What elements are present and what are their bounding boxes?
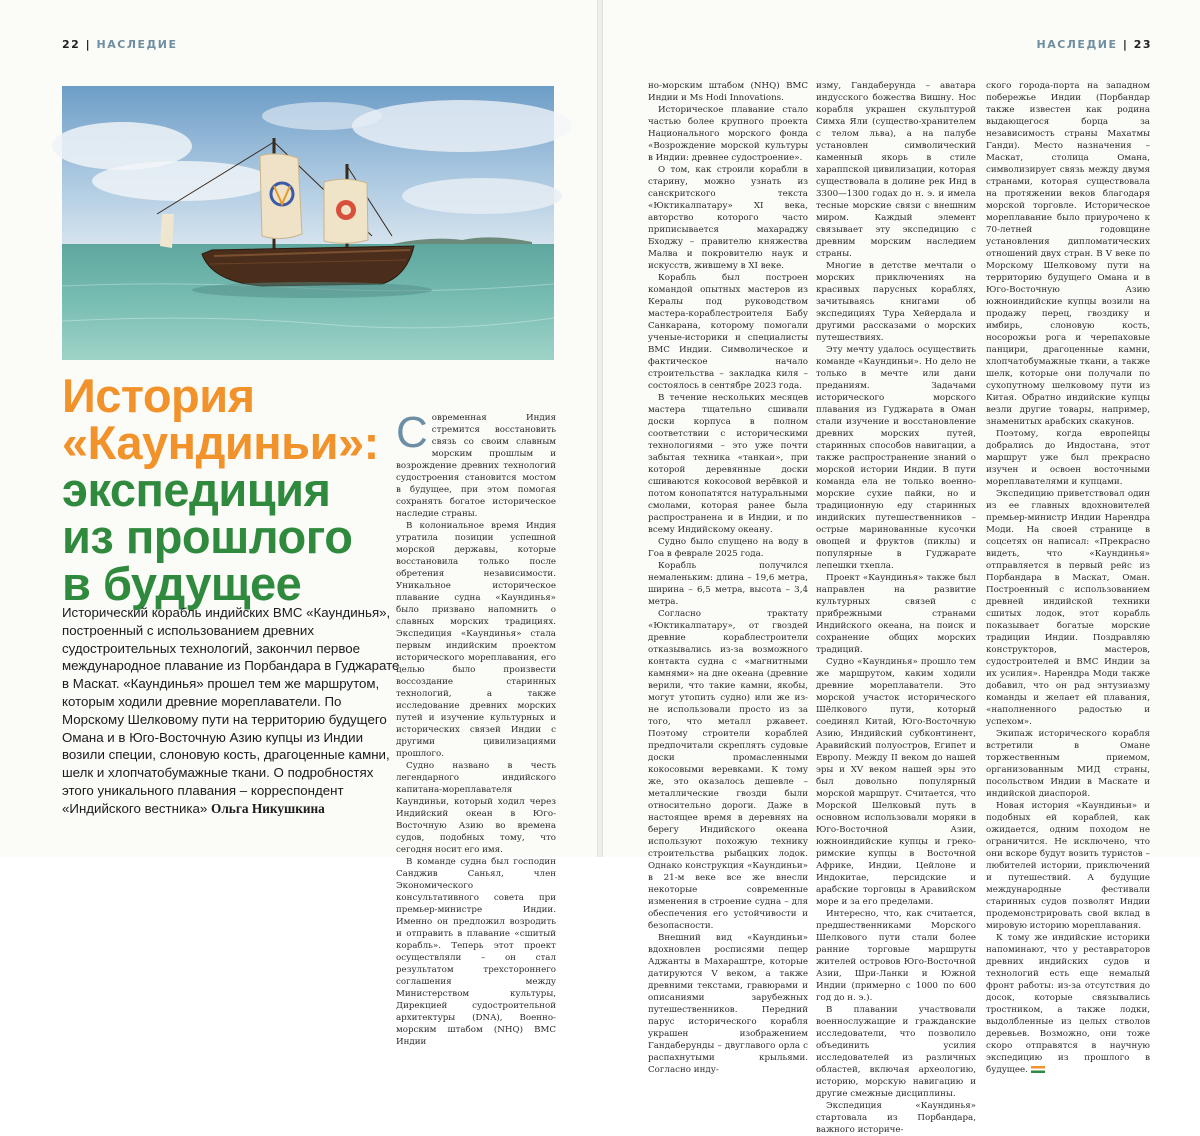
paragraph: Эту мечту удалось осуществить команде «Каундиньи». Но дело не только в мечте или дани преданиям. Задачами исторического морского плавания из Гуджарата в Оман стали изучение и восстановление древних морских путей, старинных способов навигации, а также распространение знаний о морской истории Индии. В пути команда ела не только военно-морские сухие пайки, но и традиционную еду старинных индийских путешественников – острые маринованные кусочки овощей и фруктов (пиклы) и популярные в Гуджарате лепешки тхепла. [816, 345, 976, 571]
page-number-right: 23 [1133, 38, 1152, 51]
drop-cap: С [396, 408, 428, 457]
paragraph: Новая история «Каундиньи» и подобных ей кораблей, как ожидается, одним походом не ограничится. Не исключено, что они вскоре будут возить туристов – любителей истории, приключений и путешествий. А будущие международные фестивали старинных судов позволят Индии продемонстрировать свой вклад в мировую историю мореплавания. [986, 801, 1150, 931]
paragraph: О том, как строили корабли в старину, можно узнать из санскритского текста «Юктикалпатару» XI века, авторство которого часто приписывается махараджу Бходжу – правителю княжества Малва и покровителю наук и искусств, жившему в XI веке. [648, 165, 808, 271]
paragraph: Многие в детстве мечтали о морских приключениях на красивых парусных кораблях, зачитываясь книгами об экспедициях Тура Хейердала и другими рассказами о морских путешествиях. [816, 261, 976, 343]
folio-separator: | [85, 38, 92, 51]
folio-right [1037, 38, 1153, 51]
paragraph: Современная Индия стремится восстановить связь со своим славным морским прошлым и возрождение древних технологий судостроения становится мостом в будущее, при этом помогая сохранять богатое историческое наследие страны. [396, 408, 556, 519]
paragraph: Проект «Каундинья» также был направлен на развитие культурных связей с прибрежными странами Индийского океана, на поиск и сохранение общих морских традиций. [816, 573, 976, 655]
folio-separator: | [1122, 38, 1129, 51]
headline-line-2: «Каундиньи»: [62, 416, 379, 469]
author-name: Ольга Никушкина [211, 800, 325, 816]
paragraph: Экспедицию приветствовал один из ее главных вдохновителей премьер-министр Индии Нарендра Моди. На своей странице в соцсетях он написал: «Прекрасно видеть, что «Каундинья» отправляется в первый рейс из Порбандара в Маскат, Оман. Построенный с использованием древней индийской техники сшитых лодок, этот корабль показывает богатые морские традиции Индии. Поздравляю конструкторов, мастеров, судостроителей и ВМС Индии за их усилия». Нарендра Моди также добавил, что он рад энтузиазму команды и желает ей плавания, «наполненного радостью и успехом». [986, 489, 1150, 727]
article-column-4 [986, 80, 1150, 1075]
paragraph: Корабль был построен командой опытных мастеров из Кералы под руководством мастера-кораблестроителя Бабу Санкарана, которому помогали ученые-историки и специалисты ВМС Индии. Символическое и фактическое начало строительства – закладка киля – состоялось в сентябре 2023 года. [648, 273, 808, 391]
article-column-1 [396, 408, 556, 1047]
paragraph: К тому же индийские историки напоминают, что у реставраторов древних индийских судов и технологий есть еще немалый фронт работы: из-за отсутствия до досок, которые связывались тростником, а также лодки, выдолбленные из целых стволов деревьев. Возможно, они тоже скоро отправятся в научную экспедицию из прошлого в будущее. [986, 933, 1150, 1075]
folio-left [62, 38, 178, 51]
article-headline [62, 369, 392, 610]
paragraph: Внешний вид «Каундиньи» вдохновлен росписями пещер Аджанты в Махараштре, которые датируются V веком, а также древними текстами, гравюрами и описаниями зарубежных путешественников. Передний парус исторического корабля украшен изображением Гандаберунды – двуглавого орла с распахнутыми крыльями. Согласно инду- [648, 933, 808, 1075]
ship-photo [62, 86, 554, 360]
page-number-left: 22 [62, 38, 81, 51]
paragraph: Судно было спущено на воду в Гоа в феврале 2025 года. [648, 537, 808, 559]
paragraph: В течение нескольких месяцев мастера тщательно сшивали доски корпуса в полном соответствии с историческими технологиями – это уже почти забытая техника «танкаи», при которой деревянные доски сшиваются кокосовой верёвкой и потом конопатятся натуральными смолами, которая ранее была распространена и в Индии, и по всему Индийскому океану. [648, 393, 808, 535]
paragraph: Интересно, что, как считается, предшественниками Морского Шелкового пути стали более ранние торговые маршруты жителей островов Юго-Восточной Азии, Шри-Ланки и Южной Индии (примерно с 1000 по 600 год до н. э.). [816, 909, 976, 1003]
paragraph: Согласно трактату «Юктикалпатару», от гвоздей древние кораблестроители отказывались из-за возможного контакта судна с «магнитными камнями» на дне океана (древние верили, что такие камни, якобы, могут утопить судно) или же из-не использовали просто из за того, что металл ржавеет. Поэтому строители кораблей предпочитали скреплять судовые доски промасленными кокосовыми веревками. К тому же, это оказалось дешевле – металлические гвозди были относительно дороги. Даже в настоящее время в деревнях на берегу Индийского океана используют похожую технику строительства рыбацких лодок. Однако конструкция «Каундиньи» в 21-м веке все же внесли некоторые современные изменения в строение судна – для обеспечения его устойчивости и безопасности. [648, 609, 808, 931]
paragraph: Корабль получился немаленьким: длина – 19,6 метра, ширина – 6,5 метра, высота – 3,4 метра. [648, 561, 808, 607]
section-label-left: НАСЛЕДИЕ [96, 38, 178, 51]
headline-line-4: из прошлого [62, 510, 353, 563]
headline-line-1: История [62, 369, 255, 422]
end-mark-flag-icon [1031, 1066, 1045, 1073]
paragraph: ского города-порта на западном побережье Индии (Порбандар также известен как родина выдающегося борца за независимость страны Махатмы Ганди). Место назначения – Маскат, столица Омана, символизирует связь между двумя странами, которая существовала на протяжении веков благодаря морской торговле. Историческое мореплавание было приурочено к 70-летней годовщине установления дипломатических отношений двух стран. В V веке по Морскому Шелковому пути на территорию будущего Омана и в Юго-Восточную Азию южноиндийские купцы возили на продажу перец, гвоздику и имбирь, слоновую кость, носорожьи рога и черепаховые панцири, драгоценные камни, хлопчатобумажные ткани, а также шелк, которые они получали по сухопутному шелковому пути из Китая. Обратно индийские купцы везли другие товары, например, знаменитых арабских скакунов. [986, 81, 1150, 427]
headline-line-3: экспедиция [62, 463, 331, 516]
paragraph: Историческое плавание стало частью более крупного проекта Национального морского фонда «Возрождение морской культуры в Индии: древнее судостроение». [648, 105, 808, 163]
article-column-3 [816, 80, 976, 1135]
paragraph: Судно названо в честь легендарного индийского капитана-мореплавателя Каундиньи, который ходил через Индийский океан в Юго-Восточную Азию во времена судов, подобных тому, что сегодня носит его имя. [396, 761, 556, 855]
section-label-right: НАСЛЕДИЕ [1036, 38, 1118, 51]
article-column-2 [648, 80, 808, 1075]
headline-line-5: в будущее [62, 557, 302, 610]
paragraph: Судно «Каундинья» прошло тем же маршрутом, каким ходили древние мореплаватели. Это морской участок исторического Шёлкового пути, который соединял Китай, Юго-Восточную Азию, Индийский субконтинент, Аравийский полуостров, Египет и Европу. Между II веком до нашей эры и XV веком нашей эры это был довольно популярный морской маршрут. Считается, что Морской Шелковый путь в основном использовали моряки в Юго-Восточной Азии, южноиндийские купцы и греко-римские купцы в Восточной Африке, Индии, Цейлоне и Индокитае, персидские и арабские торговцы в Аравийском море и за его пределами. [816, 657, 976, 907]
paragraph: В плавании участвовали военнослужащие и гражданские исследователи, что позволило объединить усилия исследователей из различных областей, включая археологию, историю, морскую навигацию и другие смежные дисциплины. [816, 1005, 976, 1099]
paragraph: но-морским штабом (NHQ) ВМС Индии и Ms Hodi Innovations. [648, 81, 808, 103]
page-gutter [597, 0, 603, 857]
paragraph: В команде судна был господин Санджив Саньял, член Экономического консультативного совета при премьер-министре Индии. Именно он предложил возродить и отправить в плавание «сшитый корабль». Теперь этот проект осуществляли – он стал результатом трехстороннего соглашения между Министерством культуры, Дирекцией судостроительной архитектуры (DNA), Военно-морским штабом (NHQ) ВМС Индии [396, 857, 556, 1047]
paragraph: Поэтому, когда европейцы добрались до Индостана, этот маршрут уже был прекрасно изучен и освоен восточными мореплавателями и купцами. [986, 429, 1150, 487]
article-lead [62, 604, 402, 818]
paragraph: изму, Гандаберунда – аватара индусского божества Вишну. Нос корабля украшен скульптурой Симха Яли (существо-хранителем с телом льва), а на палубе установлен символический каменный якорь в стиле хараппской цивилизации, которая существовала в долине рек Инд в 3300—1300 годах до н. э. и имела тесные морские связи с внешним миром. Каждый элемент связывает эту экспедицию с древним морским наследием страны. [816, 81, 976, 259]
paragraph: В колониальное время Индия утратила позиции успешной морской державы, которые восстановила только после обретения независимости. Уникальное историческое плавание судна «Каундинья» было призвано напомнить о славных морских традициях. Экспедиция «Каундинья» стала первым индийским проектом исторического мореплавания, его целью было произвести воссоздание старинных технологий, а также исследование древних морских путей и изучение культурных и исторических связей Индии с другими цивилизациями прошлого. [396, 521, 556, 759]
lead-text: Исторический корабль индийских ВМС «Каундинья», построенный с использованием древних судостроительных технологий, закончил первое международное плавание из Порбандара в Гуджарате в Маскат. «Каундинья» прошел тем же маршрутом, которым ходили древние мореплаватели. По Морскому Шелковому пути на территорию будущего Омана и в Юго-Восточную Азию купцы из Индии возили специи, слоновую кость, драгоценные камни, шелк и хлопчатобумажные ткани. О подробностях этого уникального плавания – корреспондент «Индийского вестника» [62, 605, 400, 816]
paragraph: Экспедиция «Каундинья» стартовала из Порбандара, важного историче- [816, 1101, 976, 1135]
paragraph: Экипаж исторического корабля встретили в Омане торжественным приемом, организованным МИД страны, посольством Индии в Маскате и индийской диаспорой. [986, 729, 1150, 799]
